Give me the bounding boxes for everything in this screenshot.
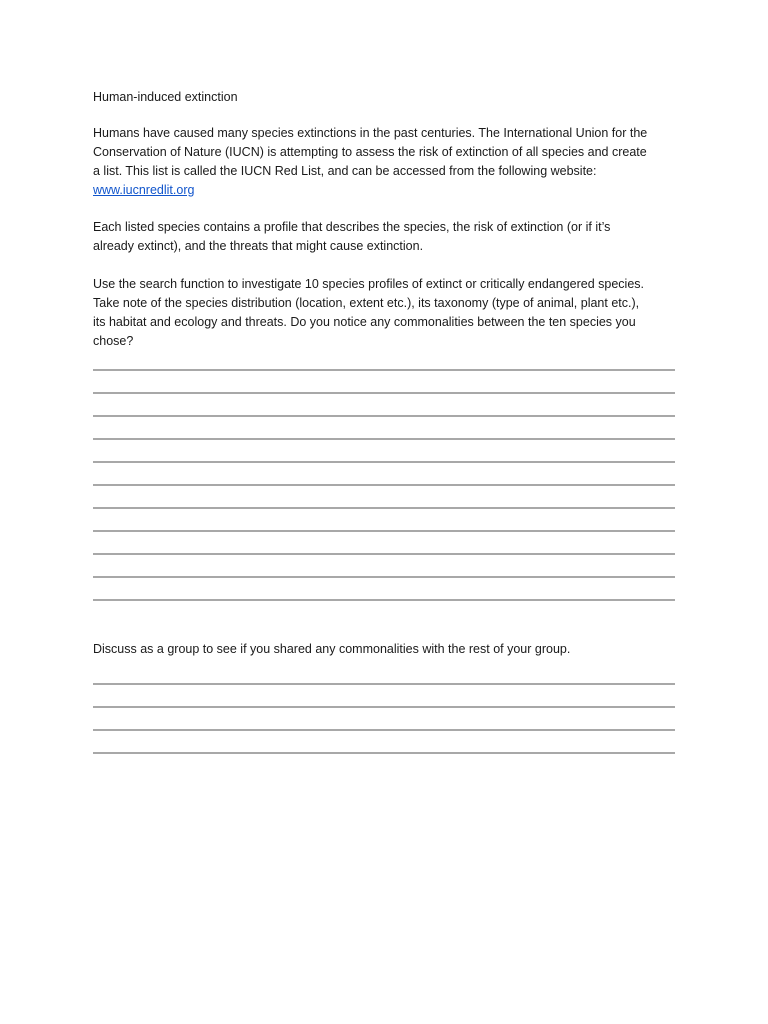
task-line-4: chose? [93, 334, 134, 348]
profile-paragraph [93, 218, 683, 256]
task-line-3: its habitat and ecology and threats. Do you notice any commonalities between the ten species you [93, 315, 636, 329]
answer-line[interactable] [93, 392, 675, 394]
answer-line[interactable] [93, 576, 675, 578]
answer-line[interactable] [93, 369, 675, 371]
task-line-2: Take note of the species distribution (location, extent etc.), its taxonomy (type of animal, plant etc.), [93, 296, 640, 310]
intro-line-3: a list. This list is called the IUCN Red List, and can be accessed from the following website: [93, 164, 597, 178]
task-paragraph [93, 275, 683, 351]
profile-line-1: Each listed species contains a profile that describes the species, the risk of extinction (or if it’s [93, 220, 611, 234]
answer-line[interactable] [93, 507, 675, 509]
answer-line[interactable] [93, 415, 675, 417]
discussion-answer-line[interactable] [93, 729, 675, 731]
answer-line[interactable] [93, 461, 675, 463]
discussion-prompt: Discuss as a group to see if you shared any commonalities with the rest of your group. [93, 642, 571, 656]
page-title: Human-induced extinction [93, 90, 238, 104]
answer-line[interactable] [93, 530, 675, 532]
answer-line[interactable] [93, 438, 675, 440]
iucn-redlist-link[interactable]: www.iucnredlit.org [93, 183, 195, 197]
task-line-1: Use the search function to investigate 10 species profiles of extinct or critically endangered species. [93, 277, 644, 291]
intro-line-2: Conservation of Nature (IUCN) is attempting to assess the risk of extinction of all species and create [93, 145, 647, 159]
discussion-answer-line[interactable] [93, 683, 675, 685]
answer-line[interactable] [93, 599, 675, 601]
profile-line-2: already extinct), and the threats that might cause extinction. [93, 239, 424, 253]
intro-paragraph [93, 124, 683, 200]
answer-line[interactable] [93, 553, 675, 555]
discussion-answer-line[interactable] [93, 706, 675, 708]
intro-line-1: Humans have caused many species extinctions in the past centuries. The International Union for the [93, 126, 648, 140]
answer-line[interactable] [93, 484, 675, 486]
discussion-answer-line[interactable] [93, 752, 675, 754]
